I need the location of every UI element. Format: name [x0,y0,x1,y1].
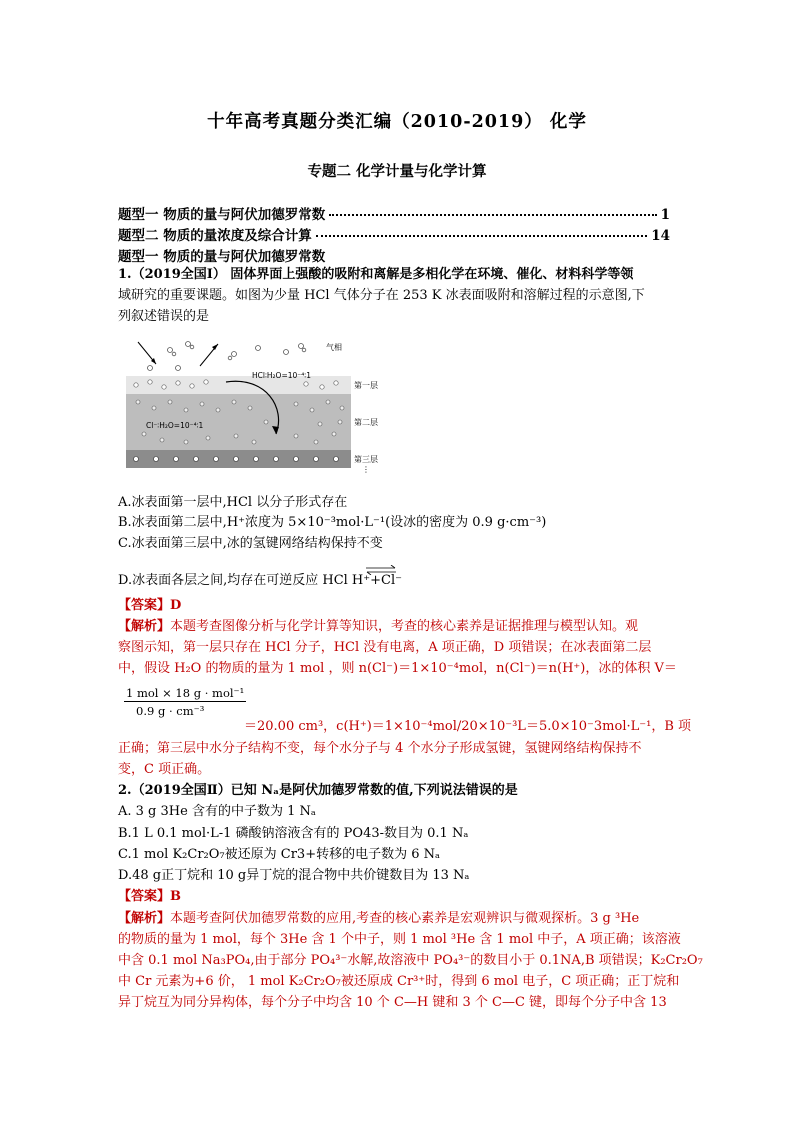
q2-option-a: A. 3 g 3He 含有的中子数为 1 Nₐ [118,804,316,819]
q2-answer [118,887,181,906]
q1-stem-line: 域研究的重要课题。如图为少量 HCl 气体分子在 253 K 冰表面吸附和溶解过程的示意图,下 [118,288,645,303]
q1-option-b: B.冰表面第二层中,H⁺浓度为 5×10⁻³mol·L⁻¹(设冰的密度为 0.9 g·cm⁻³) [118,515,547,530]
document-title: 十年高考真题分类汇编（2010-2019） 化学 [207,112,587,132]
q1-stem-line: 列叙述错误的是 [118,309,210,324]
q2-stem: 2.（2019全国Ⅱ）已知 Nₐ是阿伏加德罗常数的值,下列说法错误的是 [118,783,518,798]
toc-entry[interactable] [118,224,670,244]
q2-option-d: D.48 g正丁烷和 10 g异丁烷的混合物中共价键数目为 13 Nₐ [118,868,470,883]
q1-analysis-line: 变，C 项正确。 [118,762,211,777]
q2-option-b: B.1 L 0.1 mol·L-1 磷酸钠溶液含有的 PO43-数目为 0.1 Nₐ [118,826,469,841]
q2-analysis-line: 的物质的量为 1 mol，每个 3He 含 1 个中子，则 1 mol ³He 含 1 mol 中子，A 项正确；该溶液 [118,932,681,947]
toc-entry-label: 题型二 物质的量浓度及综合计算 [118,228,312,244]
answer-value: D [170,598,182,613]
fraction-denominator: 0.9 g · cm⁻³ [136,704,205,718]
answer-tag: 【答案】 [118,889,171,904]
ice-surface-figure [126,338,386,473]
reversible-arrow-icon [366,565,396,575]
q1-analysis-line: ＝20.00 cm³，c(H⁺)＝1×10⁻⁴mol/20×10⁻³L＝5.0×10⁻3mol·L⁻¹，B 项 [244,719,692,734]
toc-dot-leader [316,235,648,237]
analysis-tag: 【解析】 [118,911,171,926]
q1-option-d: D.冰表面各层之间,均存在可逆反应 HCl H⁺+Cl⁻ [118,573,402,588]
gas-molecules [148,342,306,371]
label-layer2: 第二层 [354,418,378,427]
q1-analysis-line: 【解析】本题考查图像分析与化学计算等知识，考查的核心素养是证据推理与模型认知。观 [118,619,639,634]
q1-analysis-line: 察图示知，第一层只存在 HCl 分子，HCl 没有电离，A 项正确，D 项错误；在冰表面第二层 [118,640,652,655]
toc-entry-label: 题型一 物质的量与阿伏加德罗常数 [118,207,326,223]
label-layer3: 第三层 [354,455,378,464]
label-ratio-layer1: HCl∶H₂O=10⁻⁴∶1 [252,371,311,380]
chapter-subtitle: 专题二 化学计量与化学计算 [307,163,487,180]
density-fraction [124,686,246,718]
toc-entry-page: 1 [660,207,670,223]
q1-analysis-line: 正确；第三层中水分子结构不变，每个水分子与 4 个水分子形成氢键，氢键网络结构保持不 [118,741,642,756]
q1-option-c: C.冰表面第三层中,冰的氢键网络结构保持不变 [118,536,383,551]
toc-dot-leader [329,214,656,216]
q2-analysis-line: 中含 0.1 mol Na₃PO₄,由于部分 PO₄³⁻水解,故溶液中 PO₄³⁻的数目小于 0.1NA,B 项错误；K₂Cr₂O₇ [118,953,703,968]
layer1-band [126,376,351,394]
q1-option-a: A.冰表面第一层中,HCl 以分子形式存在 [118,495,348,510]
q2-option-c: C.1 mol K₂Cr₂O₇被还原为 Cr3+转移的电子数为 6 Nₐ [118,847,441,862]
q2-analysis-line: 异丁烷互为同分异构体，每个分子中均含 10 个 C—H 键和 3 个 C—C 键，即每个分子中含 13 [118,995,667,1010]
q2-analysis-line: 中 Cr 元素为+6 价， 1 mol K₂Cr₂O₇被还原成 Cr³⁺时，得到 6 mol 电子，C 项正确；正丁烷和 [118,974,680,989]
label-gas-phase: 气相 [326,343,342,352]
answer-tag: 【答案】 [118,598,171,613]
toc-entry-page: 14 [651,228,670,244]
label-dots: ⋮ [362,465,370,473]
q1-analysis-line: 中，假设 H₂O 的物质的量为 1 mol ，则 n(Cl⁻)＝1×10⁻⁴mol，n(Cl⁻)＝n(H⁺)，冰的体积 V＝ [118,661,677,676]
q2-analysis-line: 【解析】本题考查阿伏加德罗常数的应用,考查的核心素养是宏观辨识与微观探析。3 g ³He [118,911,640,926]
analysis-tag: 【解析】 [118,619,171,634]
q1-answer [118,596,181,615]
label-ratio-layer2: Cl⁻∶H₂O=10⁻⁴∶1 [146,421,204,430]
arrow-head [212,344,218,350]
fraction-numerator: 1 mol × 18 g · mol⁻¹ [126,686,245,700]
label-layer1: 第一层 [354,381,378,390]
q1-stem-line: 1.（2019全国Ⅰ） 固体界面上强酸的吸附和离解是多相化学在环境、催化、材料科学等领 [118,267,634,282]
section-heading: 题型一 物质的量与阿伏加德罗常数 [118,249,326,265]
toc-entry[interactable] [118,203,670,223]
answer-value: B [170,889,182,904]
